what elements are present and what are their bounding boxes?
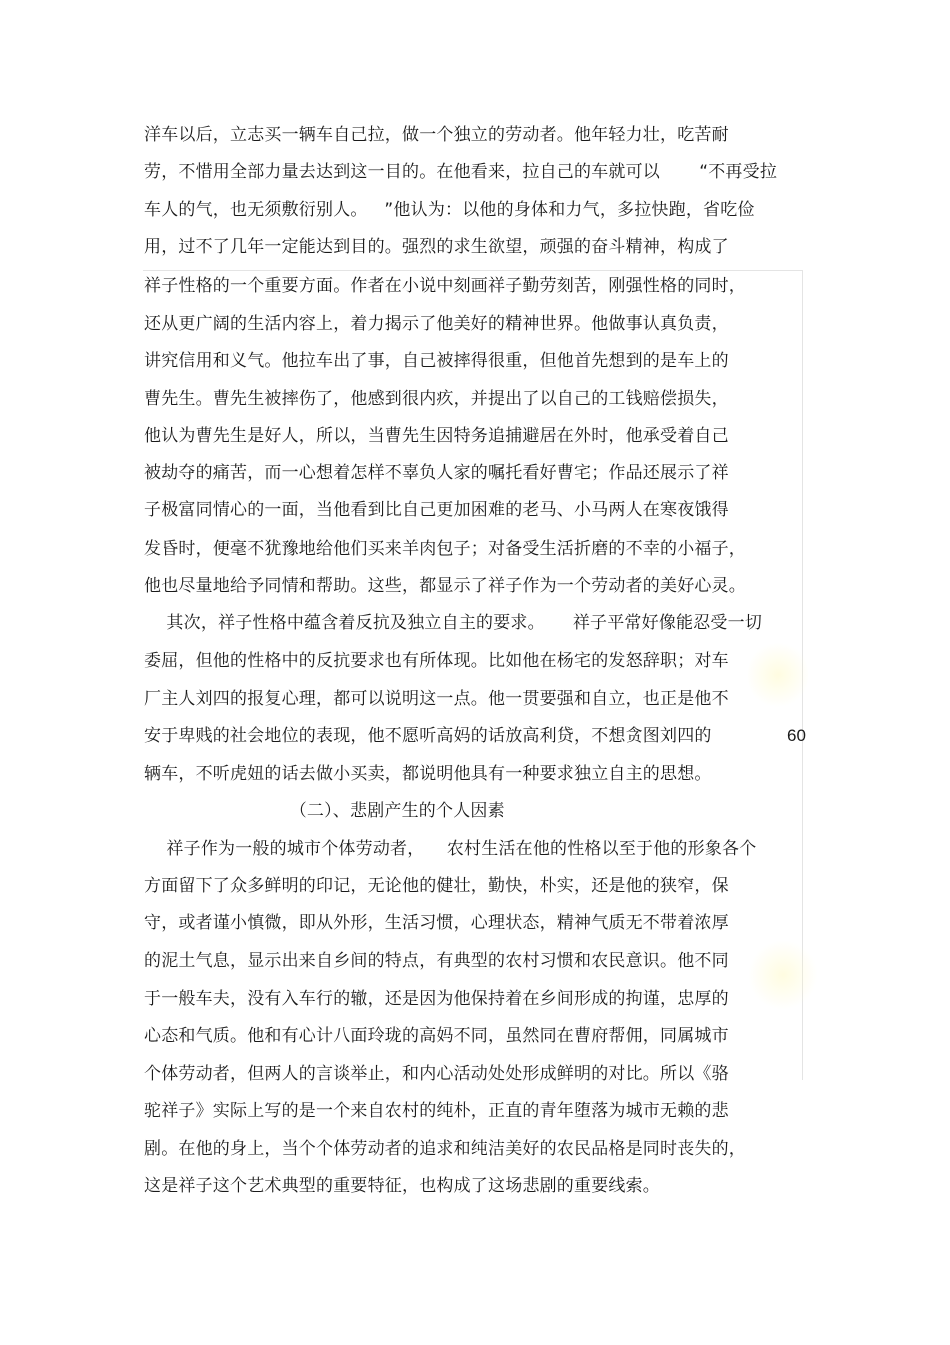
text-line: 车人的气，也无须敷衍别人。 ”他认为：以他的身体和力气，多拉快跑，省吃俭: [144, 200, 755, 220]
text-line: 发昏时，便毫不犹豫地给他们买来羊肉包子；对备受生活折磨的不幸的小福子，: [144, 539, 746, 559]
text-line: 剧。在他的身上，当个个体劳动者的追求和纯洁美好的农民品格是同时丧失的，: [144, 1139, 746, 1159]
paper-blot: [748, 940, 818, 1010]
text-line: 曹先生。曹先生被摔伤了，他感到很内疚，并提出了以自己的工钱赔偿损失，: [144, 389, 729, 409]
text-line: 的泥土气息，显示出来自乡间的特点，有典型的农村习惯和农民意识。他不同: [144, 951, 729, 971]
text-line: 还从更广阔的生活内容上，着力揭示了他美好的精神世界。他做事认真负责，: [144, 314, 729, 334]
paper-blot: [748, 640, 808, 710]
text-line: 安于卑贱的社会地位的表现，他不愿听高妈的话放高利贷，不想贪图刘四的: [144, 726, 712, 746]
text-line: 驼祥子》实际上写的是一个来自农村的纯朴，正直的青年堕落为城市无赖的悲: [144, 1101, 729, 1121]
text-line: 讲究信用和义气。他拉车出了事，自己被摔得很重，但他首先想到的是车上的: [144, 351, 729, 371]
text-line: 他也尽量地给予同情和帮助。这些，都显示了祥子作为一个劳动者的美好心灵。: [144, 576, 746, 596]
text-line: 洋车以后，立志买一辆车自己拉，做一个独立的劳动者。他年轻力壮，吃苦耐: [144, 125, 729, 145]
text-line: 委屈，但他的性格中的反抗要求也有所体现。比如他在杨宅的发怒辞职；对车: [144, 651, 729, 671]
text-line: 祥子性格的一个重要方面。作者在小说中刻画祥子勤劳刻苦，刚强性格的同时，: [144, 276, 746, 296]
text-line: 心态和气质。他和有心计八面玲珑的高妈不同，虽然同在曹府帮佣，同属城市: [144, 1026, 729, 1046]
text-line: 祥子作为一般的城市个体劳动者， 农村生活在他的性格以至于他的形象各个: [144, 839, 757, 859]
text-line: 厂主人刘四的报复心理，都可以说明这一点。他一贯要强和自立，也正是他不: [144, 689, 729, 709]
text-line: 方面留下了众多鲜明的印记，无论他的健壮，勤快，朴实，还是他的狭窄，保: [144, 876, 729, 896]
text-line: 于一般车夫，没有入车行的辙，还是因为他保持着在乡间形成的拘谨，忠厚的: [144, 989, 729, 1009]
text-line: 用，过不了几年一定能达到目的。强烈的求生欲望，顽强的奋斗精神，构成了: [144, 237, 729, 257]
text-line: 守，或者谨小慎微，即从外形，生活习惯，心理状态，精神气质无不带着浓厚: [144, 913, 729, 933]
text-line: 个体劳动者，但两人的言谈举止，和内心活动处处形成鲜明的对比。所以《骆: [144, 1064, 729, 1084]
text-line: 被劫夺的痛苦，而一心想着怎样不辜负人家的嘱托看好曹宅；作品还展示了祥: [144, 463, 729, 483]
text-line: 这是祥子这个艺术典型的重要特征，也构成了这场悲剧的重要线索。: [144, 1176, 660, 1196]
text-line: 他认为曹先生是好人，所以，当曹先生因特务追捕避居在外时，他承受着自己: [144, 426, 729, 446]
frame-top-line: [143, 270, 803, 271]
section-heading: （二）、悲剧产生的个人因素: [144, 801, 505, 821]
text-line: 辆车，不听虎妞的话去做小买卖，都说明他具有一种要求独立自主的思想。: [144, 764, 712, 784]
page-number: 60: [787, 726, 806, 745]
text-line: 子极富同情心的一面，当他看到比自己更加困难的老马、小马两人在寒夜饿得: [144, 500, 729, 520]
text-line: 其次，祥子性格中蕴含着反抗及独立自主的要求。 祥子平常好像能忍受一切: [144, 613, 763, 633]
text-line: 劳，不惜用全部力量去达到这一目的。在他看来，拉自己的车就可以 “不再受拉: [144, 162, 778, 182]
